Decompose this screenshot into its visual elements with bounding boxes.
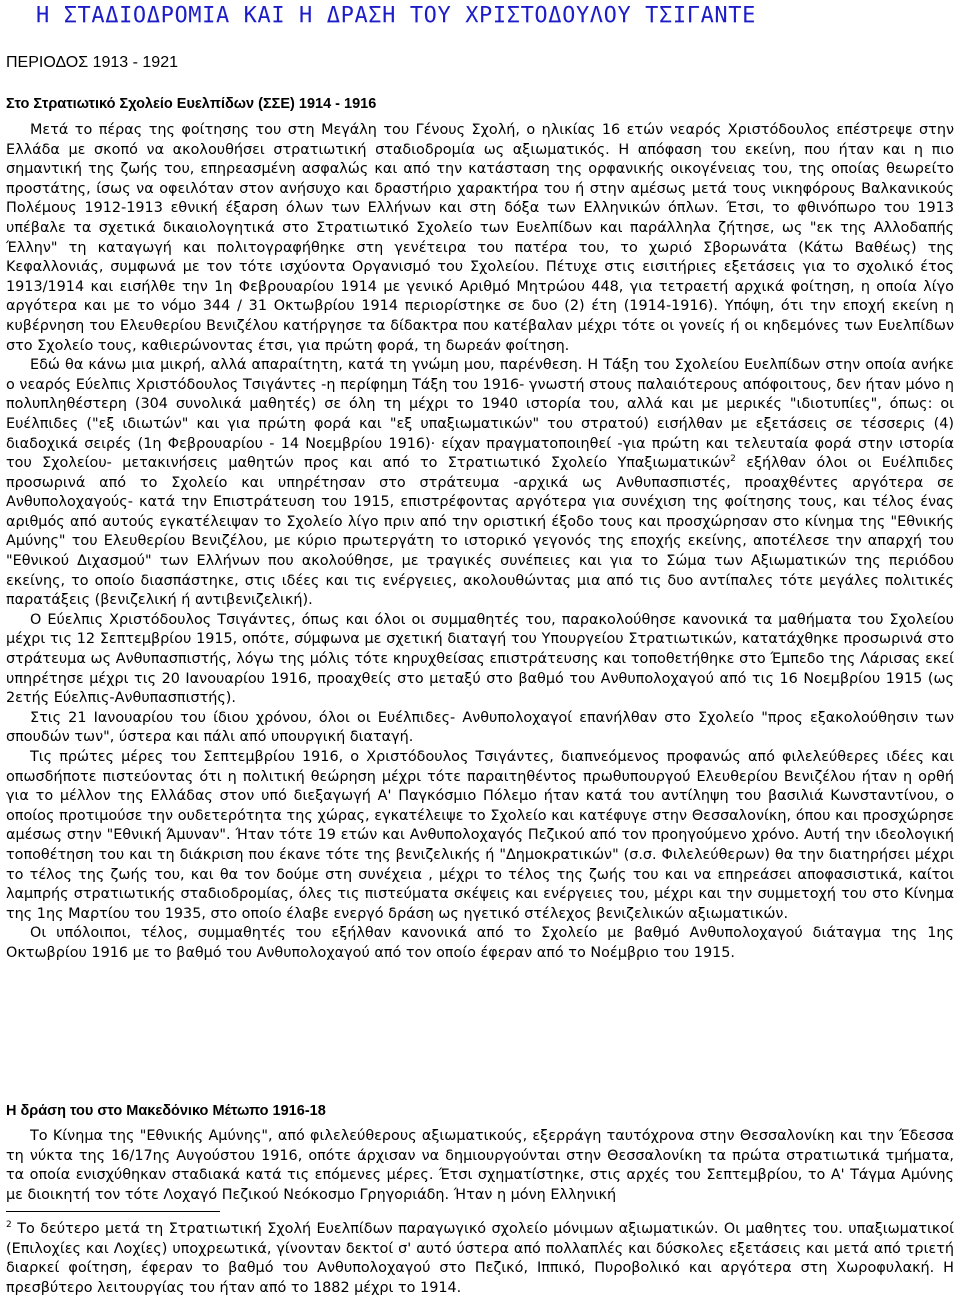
footnote-divider	[6, 1211, 220, 1212]
section-heading-front: Η δράση του στο Μακεδόνικο Μέτωπο 1916-18	[6, 1103, 326, 1119]
paragraph: Τις πρώτες μέρες του Σεπτεμβρίου 1916, ο Χριστόδουλος Τσιγάντες, διαπνεόμενος προφανώς από φιλελεύθερες ιδέες και οπωσδήποτε πιστεύοντας ότι η πολιτική θεώρηση μέχρι τότε παραιτηθέντος πρωθυπουργού Ελευθερίου Βενιζέλου ήταν η ορθή για το μέλλον της Ελλάδας στον υπό διεξαγωγή Α' Παγκόσμιο Πόλεμο ήταν κατά του αντίληψη του βασιλιά Κωνσταντίνου, ο οποίος προτιμούσε την ουδετερότητα της χώρας, εγκατέλειψε το Σχολείο και κατέφυγε στην Θεσσαλονίκη, όπου και προσχώρησε αμέσως στην "Εθνική Άμυναν". Ήταν τότε 19 ετών και Ανθυπολοχαγός Πεζικού από τον προηγούμενο χρόνο. Αυτή την ιδεολογική τοποθέτηση του και τη διάκριση που έκανε τότε της βενιζελικής ή "Δημοκρατικών" (σ.σ. Φιλελεύθερων) θα την διατηρήσει μέχρι το τέλος της ζωής του, και θα τον δούμε στη συνέχεια , μέχρι το τέλος της ζωής του και να επηρεάσει αποφασιστικά, καίτοι λαμπρής στρατιωτικής σταδιοδρομίας, όλες τις πιστεύματα σκέψεις και ενέργειες του, μέχρι και την συμμετοχή του στο Κίνημα της 1ης Μαρτίου του 1935, στο οποίο έλαβε ενεργό δράση ως ηγετικό στέλεχος βενιζελικών αξιωματικών.	[6, 749, 954, 922]
document-title: Η ΣΤΑΔΙΟΔΡΟΜΙΑ ΚΑΙ Η ΔΡΑΣΗ ΤΟΥ ΧΡΙΣΤΟΔΟΥΛΟΥ ΤΣΙΓΑΝΤΕ	[36, 3, 756, 28]
footnote	[6, 1220, 954, 1298]
paragraph: Οι υπόλοιποι, τέλος, συμμαθητές του εξήλθαν κανονικά από το Σχολείο με βαθμό Ανθυπολοχαγού διάταγμα της 1ης Οκτωβρίου 1916 με το βαθμό του Ανθυπολοχαγού από τον οποίο έφεραν από το Νοέμβριο του 1915.	[6, 925, 954, 961]
paragraph: Μετά το πέρας της φοίτησης του στη Μεγάλη του Γένους Σχολή, ο ηλικίας 16 ετών νεαρός Χριστόδουλος επέστρεψε στην Ελλάδα με σκοπό να ακολουθήσει στρατιωτική σταδιοδρομία ως αξιωματικός. Η απόφαση του εκείνη, που ήταν και η πιο σημαντική της ζωής του, επηρεασμένη ασφαλώς και από την κατάσταση της ορφανικής οικογένειας του, της οποίας θεωρείτο προστάτης, ίσως να οφειλόταν στον ανήσυχο και δραστήριο χαρακτήρα του ή στην αμέσως μετά τους νικηφόρους Βαλκανικούς Πολέμους 1912-1913 εθνική έξαρση όλων των Ελλήνων και στη δόξα των Ελληνικών όπλων. Έτσι, το φθινόπωρο του 1913 υπέβαλε τα σχετικά δικαιολογητικά στο Στρατιωτικό Σχολείο των Ευελπίδων και παράλληλα ζήτησε, ως "εκ της Αλλοδαπής Έλλην" τη καταγωγή και πολιτογραφήθηκε στη γενέτειρα του πατέρα του, το χωριό Σβορωνάτα (Κάτω Βαθέως) της Κεφαλλονιάς, συμφωνά με τον τότε ισχύοντα Οργανισμό του Σχολείου. Πέτυχε στις εισιτήριες εξετάσεις για το σχολικό έτος 1913/1914 και εισήλθε την 1η Φεβρουαρίου 1914 με γενικό Αριθμό Μητρώου 448, για τετραετή αρχικά φοίτηση, η οποία λίγο αργότερα και με το νόμο 344 / 31 Οκτωβρίου 1914 περιορίστηκε σε δυο (2) έτη (1914-1916). Υπόψη, ότι την εποχή εκείνη η κυβέρνηση του Ελευθερίου Βενιζέλου κατήργησε τα δίδακτρα που κατέβαλαν μέχρι τότε οι γονείς ή οι κηδεμόνες των Ευελπίδων στο Σχολείο τους, καθιερώνοντας έτσι, για πρώτη φορά, τη δωρεάν φοίτηση.	[6, 122, 954, 354]
footnote-marker: 2	[6, 1220, 12, 1231]
paragraph: Στις 21 Ιανουαρίου του ίδιου χρόνου, όλοι οι Ευέλπιδες- Ανθυπολοχαγοί επανήλθαν στο Σχολείο "προς εξακολούθησιν των σπουδών των", ύστερα και πάλι από υπουργική διαταγή.	[6, 709, 954, 746]
section-heading-school: Στο Στρατιωτικό Σχολείο Ευελπίδων (ΣΣΕ) 1914 - 1916	[6, 96, 377, 112]
period-heading: ΠΕΡΙΟΔΟΣ 1913 - 1921	[6, 54, 178, 71]
footnote-reference: 2	[730, 454, 736, 465]
section-body-front	[6, 1127, 954, 1205]
footnote-text: Το δεύτερο μετά τη Στρατιωτική Σχολή Ευελπίδων παραγωγικό σχολείο μόνιμων αξιωματικών. Οι μαθητες του. υπαξιωματικοί (Επιλοχίες και Λοχίες) υποχρεωτικά, γίνονταν δεκτοί σ' αυτό ύστερα από πολλαπλές και δύσκολες εξετάσεις και μετά από τριετή διαρκεί φοίτηση, έφεραν το βαθμό του Ανθυπολοχαγού στο Πεζικό, Ιππικό, Πυροβολικό και αργότερα στη Χωροφυλακή. Η πρεσβύτερο λειτουργίας του ήταν από το 1882 μέχρι το 1914.	[6, 1221, 955, 1296]
paragraph: Ο Εύελπις Χριστόδουλος Τσιγάντες, όπως και όλοι οι συμμαθητές του, παρακολούθησε κανονικά τα μαθήματα του Σχολείου μέχρι τις 12 Σεπτεμβρίου 1915, οπότε, σύμφωνα με σχετική διαταγή του Υπουργείου Στρατιωτικών, κατατάχθηκε προσωρινά στο στράτευμα ως Ανθυπασπιστής, λόγω της μόλις τότε κηρυχθείσας επιστράτευσης και τοποθετήθηκε στο Έμπεδο της Λάρισας εκεί υπηρέτησε μέχρι τις 20 Ιανουαρίου 1916, προαχθείς στο μεταξύ στο βαθμό του Ανθυπολοχαγού από τις 16 Νοεμβρίου 1915 (ως 2ετής Εύελπις-Ανθυπασπιστής).	[6, 611, 954, 707]
section-body-school	[6, 121, 954, 964]
paragraph: Το Κίνημα της "Εθνικής Αμύνης", από φιλελεύθερους αξιωματικούς, εξερράγη ταυτόχρονα στην Θεσσαλονίκη και την Έδεσσα τη νύκτα της 16/17ης Αυγούστου 1916, οπότε άρχισαν να δημιουργούνται στην Θεσσαλονίκη τα πρώτα στρατιωτικά τμήματα, τα οποία ενισχύθηκαν σταδιακά κατά τις επόμενες μέρες. Έτσι σχηματίστηκε, στις αρχές του Σεπτεμβρίου, το Α' Τάγμα Αμύνης με διοικητή τον τότε Λοχαγό Πεζικού Νεόκοσμο Γρηγοριάδη. Ήταν η μόνη Ελληνική	[6, 1128, 954, 1203]
paragraph: Εδώ θα κάνω μια μικρή, αλλά απαραίτητη, κατά τη γνώμη μου, παρένθεση. Η Τάξη του Σχολείου Ευελπίδων στην οποία ανήκε ο νεαρός Εύελπις Χριστόδουλος Τσιγάντες -η περίφημη Τάξη του 1916- γνωστή στους παλαιότερους απόφοιτους, δεν ήταν μόνο η πολυπληθέστερη (304 συνολικά μαθητές) σε όλη τη μέχρι το 1940 ιστορία του, αλλά και με μερικές "ιδιοτυπίες", όπως: οι Ευέλπιδες ("εξ ιδιωτών" και για πρώτη φορά και "εξ υπαξιωματικών" του στρατού) εισήλθαν με εξετάσεις σε τέσσερις (4) διαδοχικά σειρές (1η Φεβρουαρίου - 14 Νοεμβρίου 1916)· είχαν πραγματοποιηθεί -για πρώτη και τελευταία φορά στην ιστορία του Σχολείου- μετακινήσεις μαθητών προς και από το Στρατιωτικό Σχολείο Υπαξιωματικών$^2$ εξήλθαν όλοι οι Ευέλπιδες προσωρινά από το Σχολείο και υπηρέτησαν στο στράτευμα -αρχικά ως Ανθυπασπιστές, προαχθέντες αργότερα σε Ανθυπολοχαγούς- κατά την Επιστράτευση του 1915, επιστρέφοντας αργότερα για συνέχιση της φοίτησης τους, και τέλος ένας αριθμός από αυτούς εγκατέλειψαν το Σχολείο λίγο πριν από την οριστική έξοδο τους και προσχώρησαν στο κίνημα της "Εθνικής Αμύνης" του Ελευθερίου Βενιζέλου, με κύριο πρωτεργάτη το ιστορικό γεγονός της εποχής εκείνης, αποτέλεσε την απαρχή του "Εθνικού Διχασμού" των Ελλήνων που ακολούθησε, με τραγικές συνέπειες και για το Σώμα των Αξιωματικών της περιόδου εκείνης, το οποίο διασπάστηκε, στις ιδέες και τις ενέργειες, ακολουθώντας μια από τις δυο αντίπαλες τότε μεγάλες πολιτικές παρατάξεις (βενιζελική ή αντιβενιζελική).	[6, 357, 954, 609]
